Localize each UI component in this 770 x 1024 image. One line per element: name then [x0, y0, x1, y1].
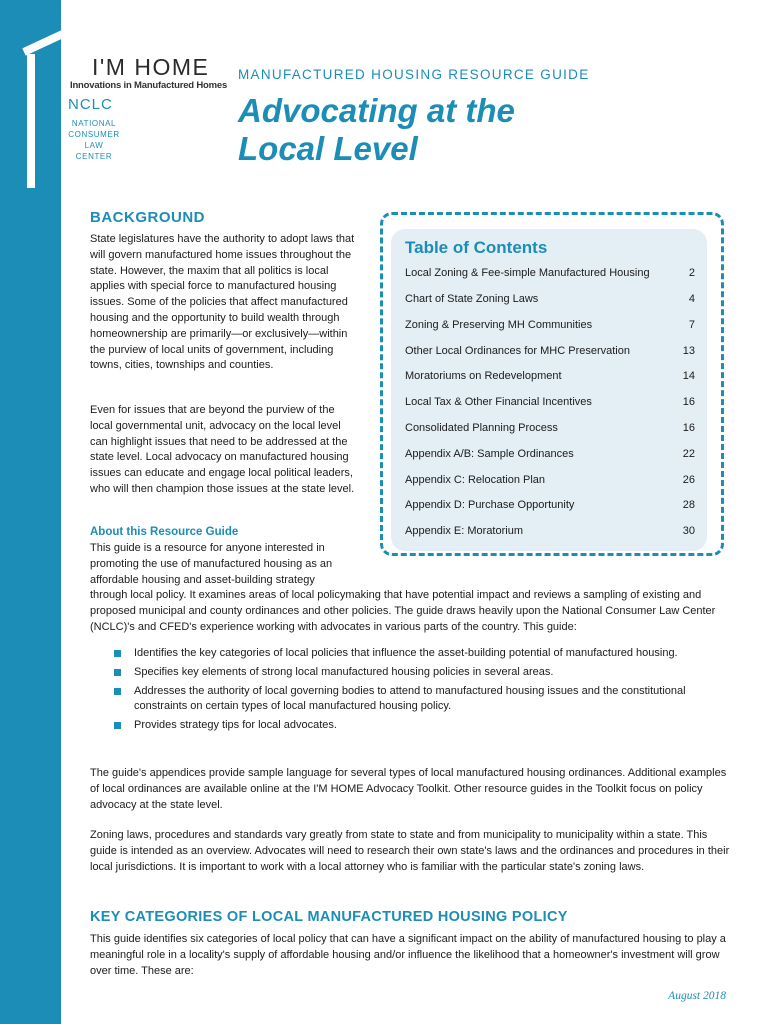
background-heading: BACKGROUND [90, 209, 205, 226]
key-categories-heading: KEY CATEGORIES OF LOCAL MANUFACTURED HOUSING POLICY [90, 909, 568, 925]
list-item: Specifies key elements of strong local manufactured housing policies in several areas. [114, 665, 714, 681]
guide-kicker: MANUFACTURED HOUSING RESOURCE GUIDE [238, 67, 590, 82]
guide-bullet-list [114, 646, 714, 737]
brand-tagline: Innovations in Manufactured Homes [70, 80, 228, 91]
toc-item[interactable]: Local Zoning & Fee-simple Manufactured Housing 2 [405, 267, 695, 279]
toc-item[interactable]: Local Tax & Other Financial Incentives 16 [405, 396, 695, 408]
zoning-paragraph: Zoning laws, procedures and standards vary greatly from state to state and from municipality to municipality within a state. This guide is intended as an overview. Advocates will need to research their own state's laws and the ordinances and procedures in their local jurisdictions. It is important to work with a local attorney who is familiar with the particular state's zoning laws. [90, 829, 730, 873]
publication-date: August 2018 [668, 990, 726, 1002]
toc-item[interactable]: Appendix D: Purchase Opportunity 28 [405, 499, 695, 511]
brand-name: I'M HOME [92, 54, 210, 80]
bullet-square-icon [114, 669, 121, 676]
toc-item[interactable]: Appendix C: Relocation Plan 26 [405, 474, 695, 486]
list-item: Addresses the authority of local governing bodies to attend to manufactured housing issues and the constitutional constraints on certain types of local manufactured housing policy. [114, 684, 714, 716]
toc-item[interactable]: Chart of State Zoning Laws 4 [405, 293, 695, 305]
about-guide-text: This guide is a resource for anyone interested in promoting the use of manufactured housing as an affordable housing and asset-building strategy [90, 542, 333, 586]
about-guide-text-continued: through local policy. It examines areas of local policymaking that have potential impact and reviews a sampling of existing and proposed municipal and county ordinances and other policies. The guide draws heavily upon the National Consumer Law Center (NCLC)'s and CFED's experience working with advocates in various parts of the country. This guide: [90, 589, 716, 633]
about-guide-heading: About this Resource Guide [90, 526, 239, 538]
list-item: Provides strategy tips for local advocates. [114, 718, 714, 734]
key-categories-paragraph: This guide identifies six categories of local policy that can have a significant impact on the ability of manufactured housing to play a meaningful role in a locality's supply of affordable housing and/or influence the likelihood that a homeowner's investment will grow over time. These are: [90, 933, 726, 977]
page-title: Advocating at the Local Level [238, 92, 515, 167]
toc-item[interactable]: Other Local Ordinances for MHC Preservation 13 [405, 345, 695, 357]
background-paragraph-1: State legislatures have the authority to adopt laws that will govern manufactured home issues throughout the state. However, the maxim that all politics is local applies with special force to manufactured housing issues. Some of the policies that affect manufactured housing and the opportunity to build wealth through homeownership are primarily—or exclusively—within the purview of local units of government, including towns, cities, townships and counties. [90, 233, 355, 372]
toc-item[interactable]: Moratoriums on Redevelopment 14 [405, 370, 695, 382]
nclc-full-name: NATIONAL CONSUMER LAW CENTER [68, 119, 120, 161]
list-item: Identifies the key categories of local policies that influence the asset-building potential of manufactured housing. [114, 646, 714, 662]
toc-item[interactable]: Consolidated Planning Process 16 [405, 422, 695, 434]
bullet-square-icon [114, 650, 121, 657]
background-paragraph-2: Even for issues that are beyond the purview of the local governmental unit, advocacy on the local level can highlight issues that need to be addressed at the state level. Local advocacy on manufactured housing issues can educate and engage local political leaders, who will then champion those issues at the state level. [90, 404, 355, 495]
toc-item[interactable]: Zoning & Preserving MH Communities 7 [405, 319, 695, 331]
bullet-square-icon [114, 722, 121, 729]
toc-title: Table of Contents [405, 238, 548, 257]
table-of-contents [391, 229, 707, 551]
appendices-paragraph: The guide's appendices provide sample language for several types of local manufactured housing ordinances. Additional examples of local ordinances are available online at the I'M HOME Advocacy Toolkit. Other resource guides in the Toolkit focus on policy advocacy at the state level. [90, 767, 727, 811]
toc-item[interactable]: Appendix A/B: Sample Ordinances 22 [405, 448, 695, 460]
bullet-square-icon [114, 688, 121, 695]
toc-item[interactable]: Appendix E: Moratorium 30 [405, 525, 695, 537]
logo-block [0, 0, 230, 180]
nclc-logo-text: NCLC [68, 96, 113, 113]
